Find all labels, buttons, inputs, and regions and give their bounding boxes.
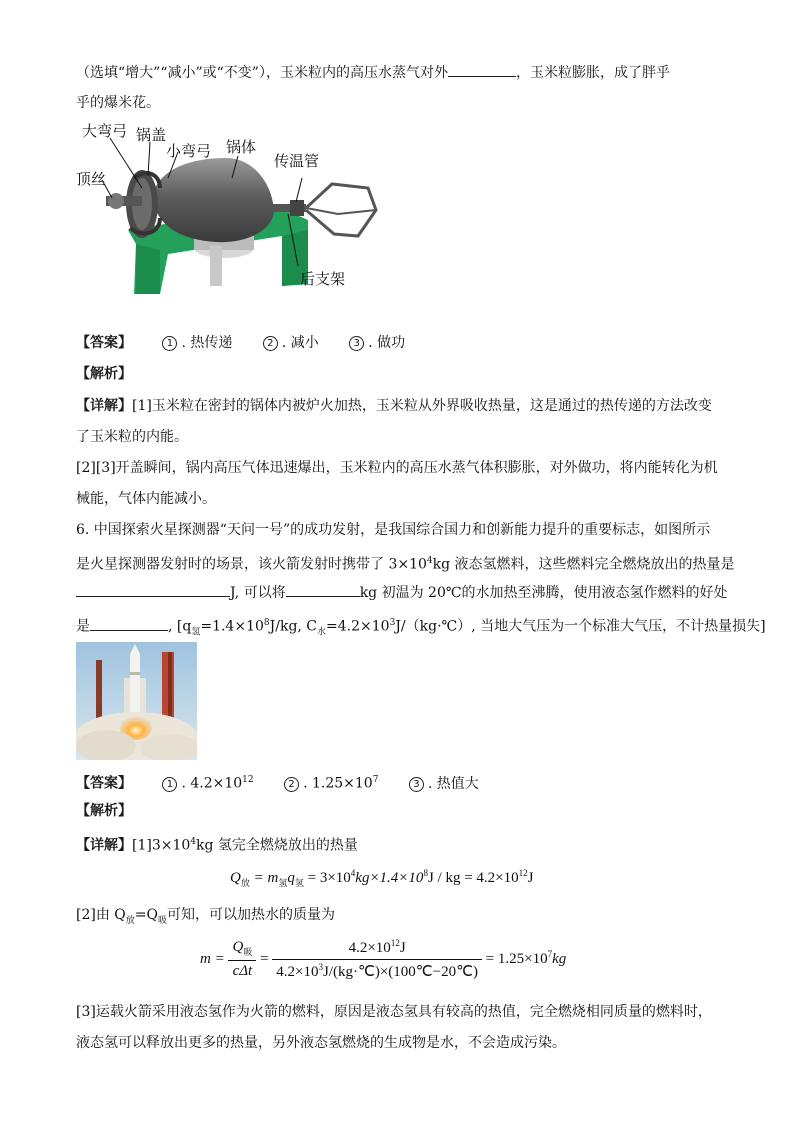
q5-blank [448,62,516,77]
fraction-q-over-cdt: $\frac{Q_吸}{\text{cΔt}}$ [228,939,256,980]
answer-option: 2 . $1.25\times 10^7$ [284,770,378,794]
q6-line-4: 是 , [$q_氢=1.4\times 10^8J/kg$, $C_水=4.2\times 10^3J/(kg\cdot℃)$, 当地大气压为一个标准大气压，不计热量损失] [76,613,766,642]
circled-number: 1 [162,336,177,351]
answer-option: 1 . $4.2\times 10^{12}$ [162,770,253,794]
answer-option: 3 . 做功 [349,333,405,353]
q5-line-1: （选填“增大”“减小”或“不变”），玉米粒内的高压水蒸气对外 ，玉米粒膨胀，成了胖乎 [76,62,670,83]
circled-number: 2 [284,777,299,792]
label-rear-stand: 后支架 [300,270,346,288]
q6-detail-1: 【详解】$[1]3\times 10^4kg$ 氢完全燃烧放出的热量 [76,837,358,854]
q6-detail-3b: 液态氢可以释放出更多的热量，另外液态氢燃烧的生成物是水，不会造成污染。 [76,1035,566,1051]
label-heat-tube: 传温管 [274,152,320,170]
q6-detail-2: [2]由 $Q_放=Q_吸$可知，可以加热水的质量为 [76,907,336,926]
q6-line-2: 是火星探测器发射时的场景，该火箭发射时携带了 $3\times 10^4kg$ 液态氢燃料，这些燃料完全燃烧放出的热量是 [76,556,735,573]
label-small-bow: 小弯弓 [166,142,212,160]
q6-blank-3 [90,616,168,631]
q6-line-3: J, 可以将 kg 初温为 20℃的水加热至沸腾，使用液态氢作燃料的好处 [76,582,728,603]
detail-tag: 【详解】 [76,398,132,414]
circled-number: 3 [409,777,424,792]
circled-number: 1 [162,777,177,792]
rocket-launch-photo [76,642,197,760]
q6-blank-2 [286,582,360,597]
rocket-launch-image [76,642,197,760]
q6-blank-1 [76,582,230,597]
circled-number: 3 [349,336,364,351]
q6-answer-line [76,770,479,794]
label-top-screw: 顶丝 [76,170,107,188]
label-big-bow: 大弯弓 [82,122,128,140]
analysis-tag: 【解析】 [76,803,132,819]
circled-number: 2 [263,336,278,351]
label-pot-body: 锅体 [226,138,257,156]
equation-water-mass: m = $\frac{Q_吸}{\text{cΔt}}$ = $\frac{4.2\times 10^{12}J}{4.2\times 10^3J/(kg\cdot℃)\times(100℃-20℃)}$ = $1.25\times 10^7kg$ [200,938,567,980]
analysis-tag: 【解析】 [76,366,132,382]
answer-tag: 【答案】 [76,775,132,792]
q5-line-2: 乎的爆米花。 [76,95,160,111]
equation-heat-released: $Q_放 = m_氢q_氢 = 3\times 10^4kg\times 1.4\times 10^8J$ / kg = $4.2\times 10^{12}J$ [230,868,534,888]
q6-line-1: 6. 中国探索火星探测器“天问一号”的成功发射，是我国综合国力和创新能力提升的重要标志，如图所示 [76,522,711,538]
answer-option: 1 . 热传递 [162,333,232,353]
label-lid: 锅盖 [136,126,167,144]
q5-detail-2b: 械能，气体内能减小。 [76,491,216,507]
detail-tag: 【详解】 [76,837,132,854]
fraction-numeric: $\frac{4.2\times 10^{12}J}{4.2\times 10^3J/(kg\cdot℃)\times(100℃-20℃)}$ [272,938,482,981]
q5-answer-line [76,333,405,353]
answer-option: 3 . 热值大 [409,774,479,794]
q6-detail-3a: [3]运载火箭采用液态氢作为火箭的燃料，原因是液态氢具有较高的热值，完全燃烧相同质量的燃料时， [76,1004,712,1020]
q5-detail-1a: 【详解】[1]玉米粒在密封的锅体内被炉火加热，玉米粒从外界吸收热量，这是通过的热传递的方法改变 [76,398,712,414]
popcorn-machine-figure [76,118,386,294]
q5-detail-2a: [2][3]开盖瞬间，锅内高压气体迅速爆出，玉米粒内的高压水蒸气体积膨胀，对外做功，将内能转化为机 [76,460,718,476]
answer-tag: 【答案】 [76,335,132,351]
q5-detail-1b: 了玉米粒的内能。 [76,429,188,445]
answer-option: 2 . 减小 [263,333,319,353]
